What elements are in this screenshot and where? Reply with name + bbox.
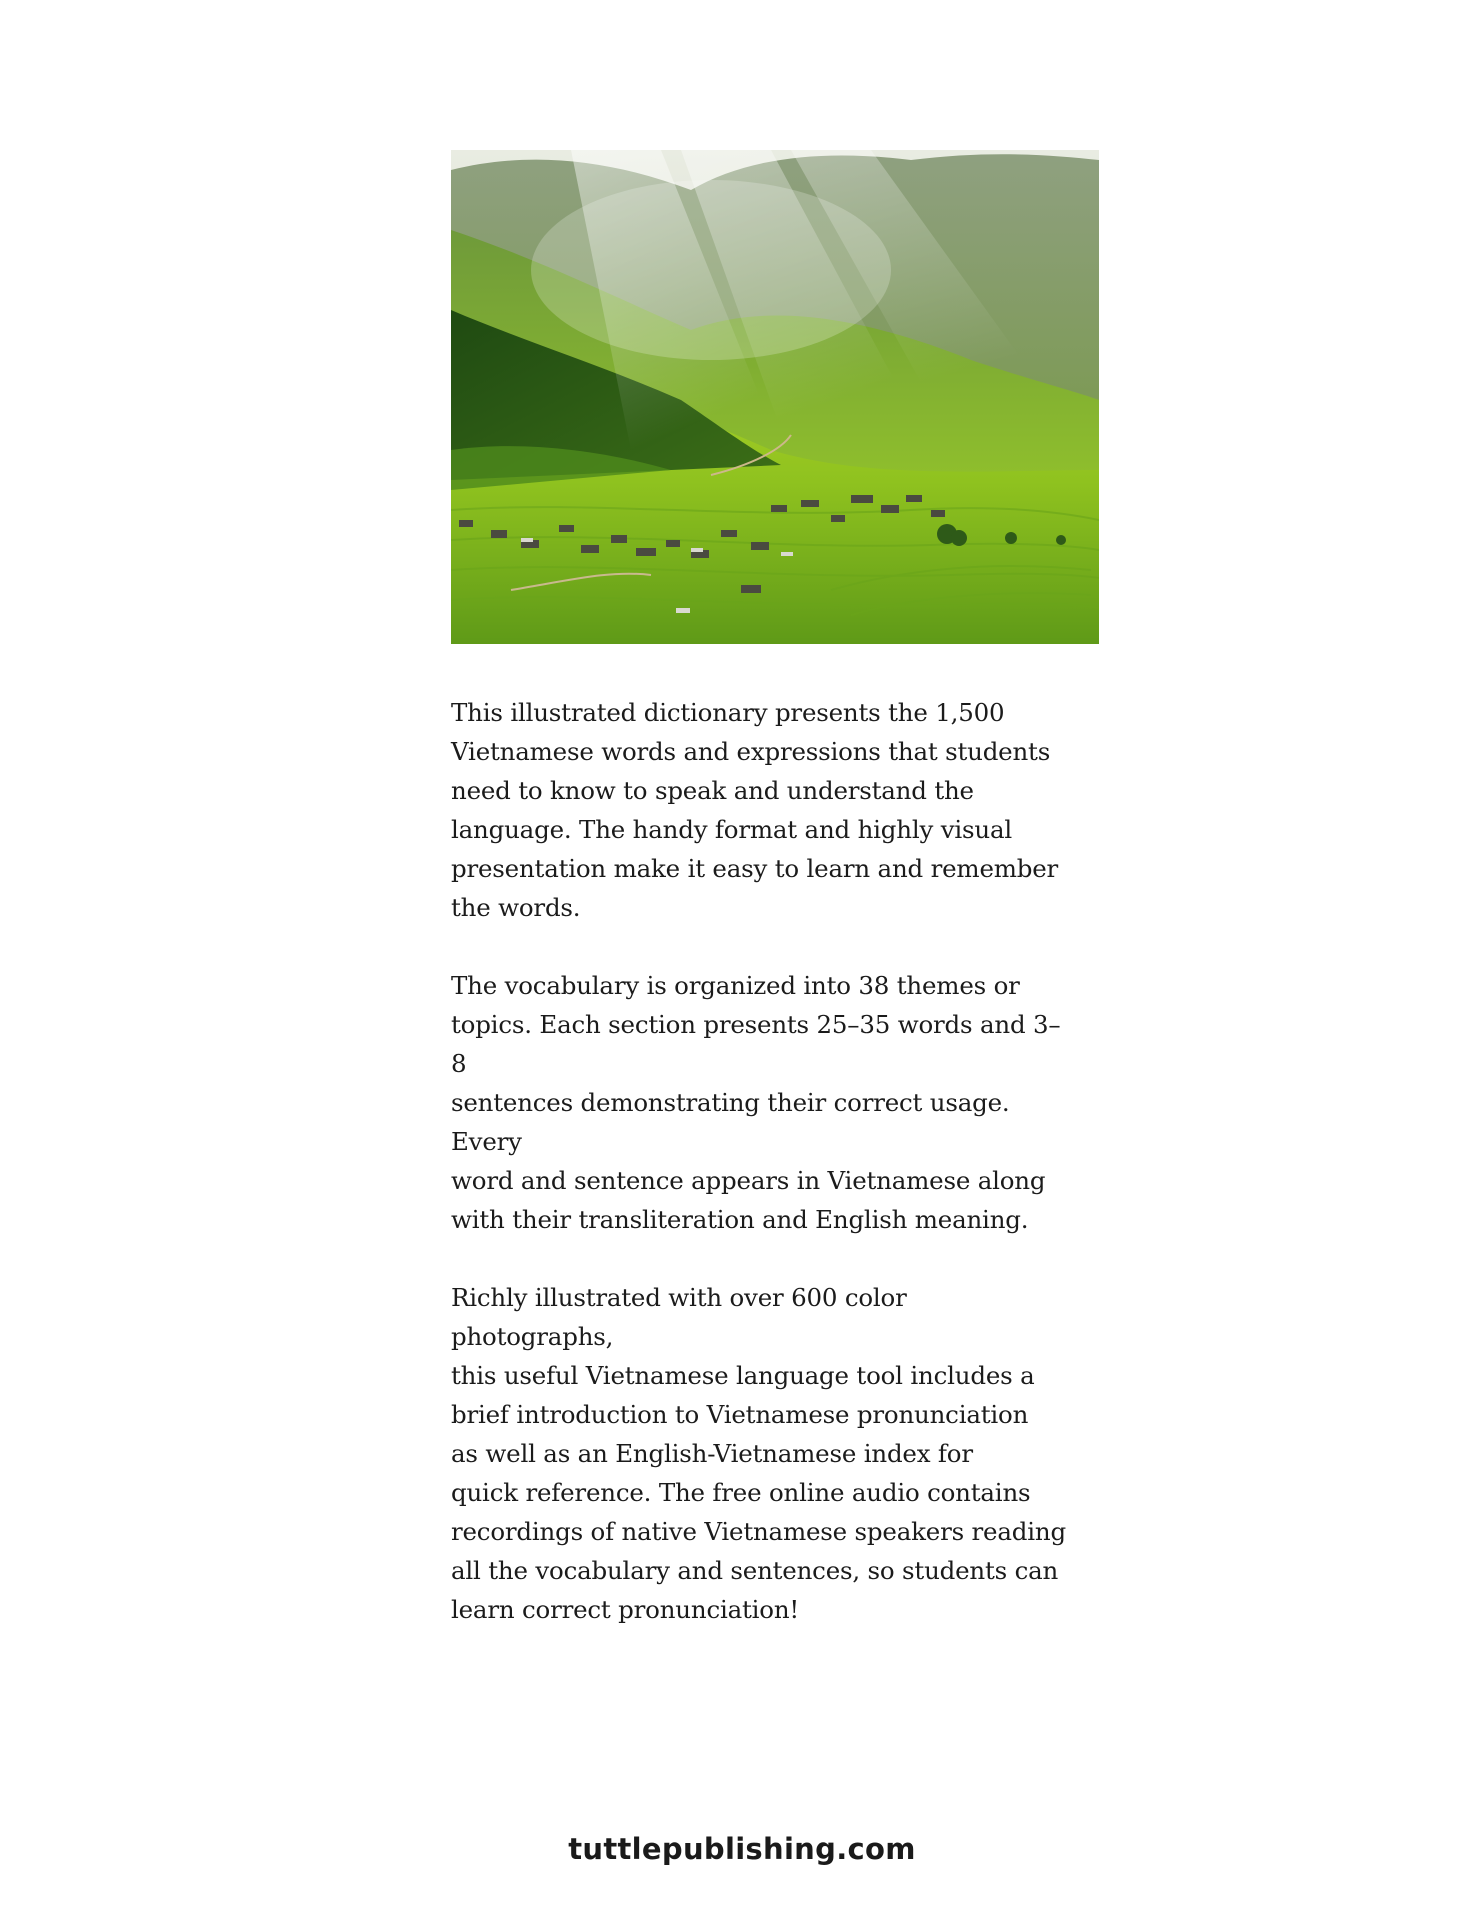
rice-terrace-landscape-image [451,150,1099,644]
book-description [451,693,1071,1629]
description-paragraph-3: Richly illustrated with over 600 color photographs, this useful Vietnamese language tool includes a brief introduction to Vietnamese pronunciation as well as an English-Vietnamese index for quick reference. The free online audio contains recordings of native Vietnamese speakers reading all the vocabulary and sentences, so students can learn correct pronunciation! [451,1283,1066,1624]
cover-photo [451,150,1099,644]
description-paragraph-1: This illustrated dictionary presents the 1,500 Vietnamese words and expressions that students need to know to speak and understand the language. The handy format and highly visual presentation make it easy to learn and remember the words. [451,698,1059,922]
publisher-website[interactable]: tuttlepublishing.com [568,1832,916,1866]
description-paragraph-2: The vocabulary is organized into 38 themes or topics. Each section presents 25–35 words and 3–8 sentences demonstrating their correct usage. Every word and sentence appears in Vietnamese along with their transliteration and English meaning. [451,971,1061,1234]
